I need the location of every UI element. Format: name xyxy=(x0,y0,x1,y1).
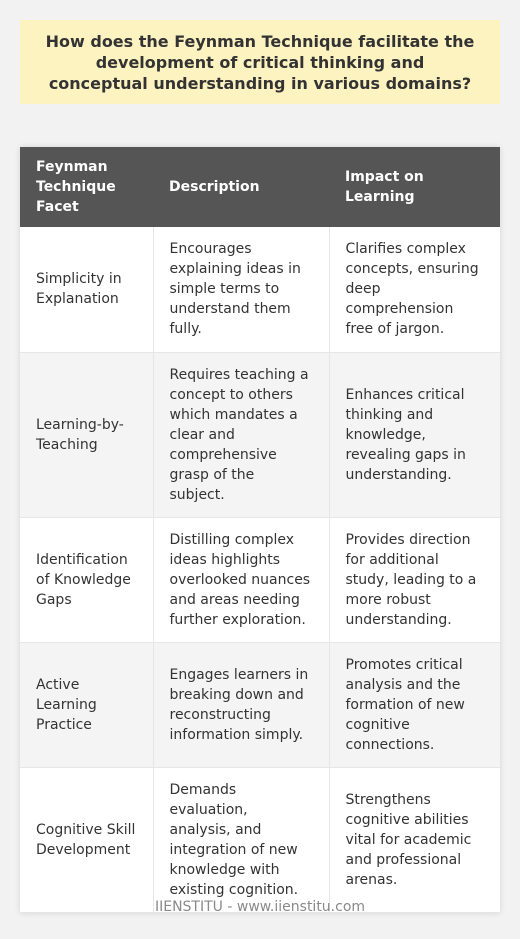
cell-facet: Cognitive Skill Development xyxy=(20,767,153,912)
cell-impact: Strengthens cognitive abilities vital for academic and professional arenas. xyxy=(329,767,500,912)
table-row xyxy=(20,227,500,352)
table-row xyxy=(20,517,500,642)
feynman-technique-table xyxy=(20,147,500,913)
cell-facet: Active Learning Practice xyxy=(20,642,153,767)
cell-description: Demands evaluation, analysis, and integration of new knowledge with existing cognition. xyxy=(153,767,329,912)
cell-description: Distilling complex ideas highlights overlooked nuances and areas needing further exploration. xyxy=(153,517,329,642)
cell-facet: Learning-by-Teaching xyxy=(20,352,153,517)
page-title: How does the Feynman Technique facilitate the development of critical thinking and conceptual understanding in various domains? xyxy=(45,31,475,93)
feynman-table-container xyxy=(20,147,500,913)
cell-impact: Promotes critical analysis and the formation of new cognitive connections. xyxy=(329,642,500,767)
cell-impact: Clarifies complex concepts, ensuring deep comprehension free of jargon. xyxy=(329,227,500,352)
table-row xyxy=(20,767,500,912)
cell-description: Requires teaching a concept to others which mandates a clear and comprehensive grasp of the subject. xyxy=(153,352,329,517)
header-facet: Feynman Technique Facet xyxy=(20,147,153,227)
table-header-row xyxy=(20,147,500,227)
header-description: Description xyxy=(153,147,329,227)
cell-facet: Simplicity in Explanation xyxy=(20,227,153,352)
cell-description: Encourages explaining ideas in simple terms to understand them fully. xyxy=(153,227,329,352)
cell-description: Engages learners in breaking down and reconstructing information simply. xyxy=(153,642,329,767)
table-row xyxy=(20,352,500,517)
footer-credit: IIENSTITU - www.iienstitu.com xyxy=(154,899,366,915)
cell-impact: Enhances critical thinking and knowledge, revealing gaps in understanding. xyxy=(329,352,500,517)
cell-facet: Identification of Knowledge Gaps xyxy=(20,517,153,642)
header-impact: Impact on Learning xyxy=(329,147,500,227)
cell-impact: Provides direction for additional study, leading to a more robust understanding. xyxy=(329,517,500,642)
table-row xyxy=(20,642,500,767)
title-banner xyxy=(20,20,500,104)
